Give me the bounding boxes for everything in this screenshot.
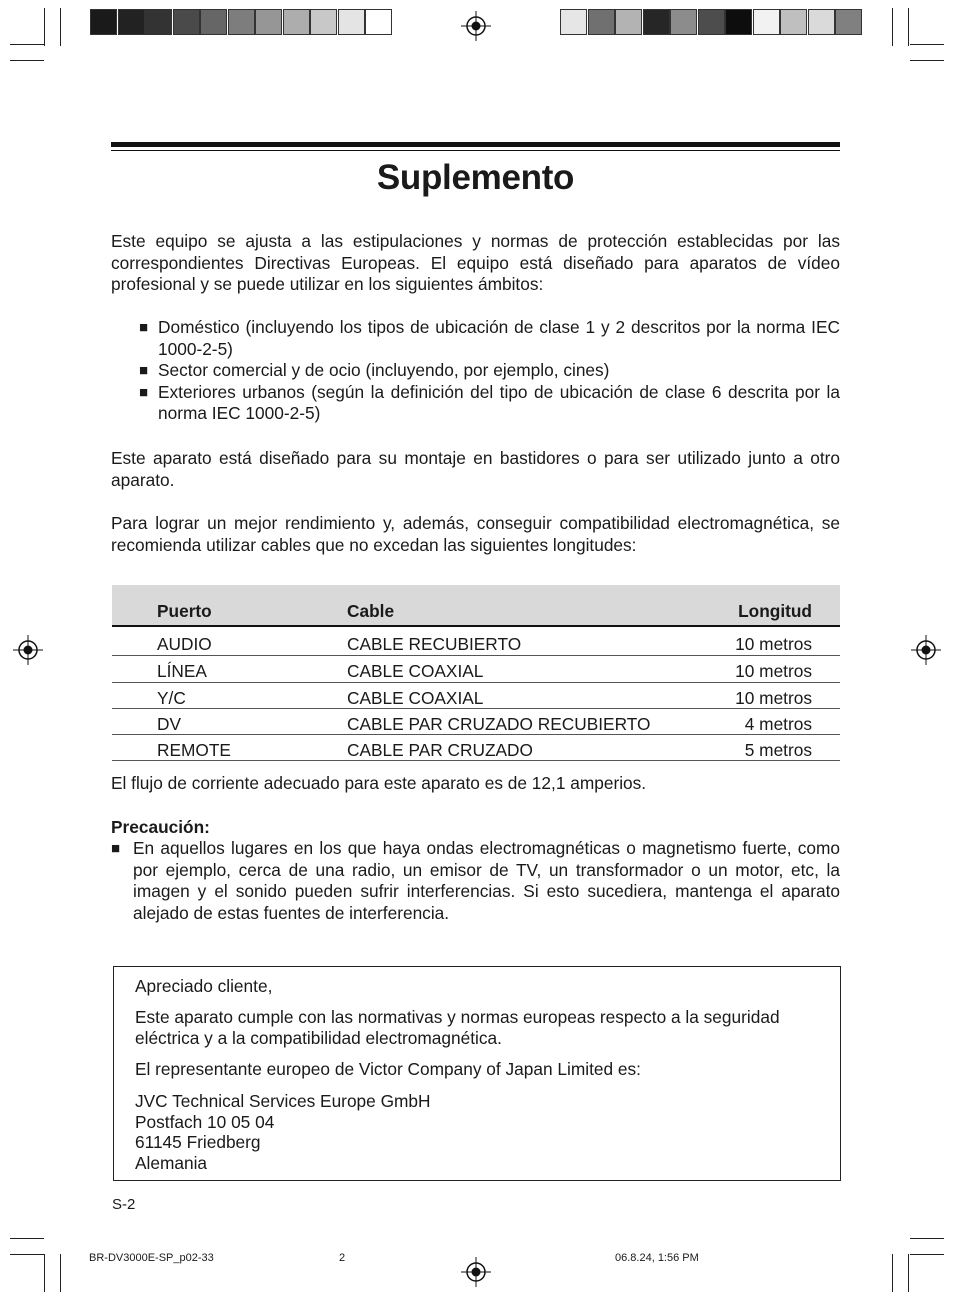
cell-cable: CABLE PAR CRUZADO xyxy=(347,740,533,760)
crop-mark xyxy=(10,44,44,45)
footer-date: 06.8.24, 1:56 PM xyxy=(615,1252,699,1264)
table-header xyxy=(112,585,840,627)
page-title: Suplemento xyxy=(376,158,575,197)
color-swatch xyxy=(255,9,282,35)
crop-mark xyxy=(44,8,45,46)
crop-mark xyxy=(910,1254,944,1255)
mounting-paragraph: Este aparato está diseñado para su montaje en bastidores o para ser utilizado junto a otro aparato. xyxy=(111,448,840,490)
color-swatch xyxy=(725,9,752,35)
color-swatch xyxy=(615,9,642,35)
column-header-port: Puerto xyxy=(157,601,212,621)
table-row xyxy=(112,656,840,683)
table-row xyxy=(112,627,840,656)
caution-title: Precaución: xyxy=(111,817,210,837)
color-swatch xyxy=(90,9,117,35)
bullet-square-icon: ■ xyxy=(139,383,149,401)
address-line: Alemania xyxy=(135,1153,208,1173)
crop-mark xyxy=(60,1254,61,1292)
table-row xyxy=(112,735,840,761)
color-swatch xyxy=(808,9,835,35)
list-item-text: Doméstico (incluyendo los tipos de ubicación de clase 1 y 2 descritos por la norma IEC 1000-2-5) xyxy=(158,317,840,359)
cell-length: 10 metros xyxy=(735,688,812,708)
notice-representative: El representante europeo de Victor Company of Japan Limited es: xyxy=(135,1059,641,1079)
color-swatch xyxy=(780,9,807,35)
color-swatch xyxy=(228,9,255,35)
cell-length: 10 metros xyxy=(735,634,812,654)
registration-mark-icon xyxy=(461,1257,491,1287)
column-header-length: Longitud xyxy=(738,601,812,621)
title-rule-thin xyxy=(111,150,840,151)
cell-cable: CABLE RECUBIERTO xyxy=(347,634,522,654)
color-swatch xyxy=(365,9,392,35)
crop-mark xyxy=(892,8,893,46)
cell-length: 4 metros xyxy=(744,714,812,734)
bullet-square-icon: ■ xyxy=(139,319,149,336)
color-swatch xyxy=(145,9,172,35)
list-item xyxy=(139,360,840,382)
color-swatch xyxy=(588,9,615,35)
color-swatch xyxy=(283,9,310,35)
color-swatch xyxy=(670,9,697,35)
color-swatch xyxy=(753,9,780,35)
crop-mark xyxy=(910,60,944,61)
cell-cable: CABLE COAXIAL xyxy=(347,661,484,681)
footer-file: BR-DV3000E-SP_p02-33 xyxy=(89,1252,214,1264)
cell-port: DV xyxy=(157,714,182,734)
crop-mark xyxy=(910,44,944,45)
bullet-square-icon: ■ xyxy=(111,840,121,857)
cell-length: 10 metros xyxy=(735,661,812,681)
cell-port: Y/C xyxy=(157,688,186,708)
crop-mark xyxy=(44,1254,45,1292)
registration-mark-icon xyxy=(13,635,43,665)
crop-mark xyxy=(10,1238,44,1239)
page-number: S-2 xyxy=(112,1196,136,1213)
color-swatch xyxy=(835,9,862,35)
cell-port: REMOTE xyxy=(157,740,231,760)
list-item xyxy=(139,317,840,360)
color-swatch xyxy=(643,9,670,35)
crop-mark xyxy=(908,8,909,46)
cables-intro-paragraph: Para lograr un mejor rendimiento y, además, conseguir compatibilidad electromagnética, se recomienda utilizar cables que no excedan las siguientes longitudes: xyxy=(111,513,840,555)
caution-item xyxy=(111,838,840,924)
color-swatch xyxy=(310,9,337,35)
cell-length: 5 metros xyxy=(744,740,812,760)
cell-port: LÍNEA xyxy=(157,661,207,681)
crop-mark xyxy=(10,60,44,61)
registration-mark-icon xyxy=(911,635,941,665)
cell-port: AUDIO xyxy=(157,634,212,654)
current-paragraph: El flujo de corriente adecuado para este aparato es de 12,1 amperios. xyxy=(111,773,647,793)
registration-mark-icon xyxy=(461,11,491,41)
address-line: 61145 Friedberg xyxy=(135,1132,261,1152)
color-swatch xyxy=(698,9,725,35)
footer-page: 2 xyxy=(339,1252,346,1264)
cable-table xyxy=(112,585,840,761)
color-swatch xyxy=(200,9,227,35)
list-item-text: Exteriores urbanos (según la definición del tipo de ubicación de clase 6 descrita por la norma IEC 1000-2-5) xyxy=(158,381,840,424)
address-line: JVC Technical Services Europe GmbH xyxy=(135,1091,431,1111)
color-swatch xyxy=(173,9,200,35)
crop-mark xyxy=(10,1254,44,1255)
table-row xyxy=(112,683,840,709)
cell-cable: CABLE COAXIAL xyxy=(347,688,484,708)
color-swatch xyxy=(338,9,365,35)
caution-text: En aquellos lugares en los que haya ondas electromagnéticas o magnetismo fuerte, como por ejemplo, cerca de una radio, un emisor de TV, un transformador o un motor, etc, la imagen y el sonido pueden sufrir interferencias. Si esto sucediera, mantenga el aparato alejado de estas fuentes de interferencia. xyxy=(133,838,840,923)
customer-notice-box xyxy=(113,966,841,1181)
cell-cable: CABLE PAR CRUZADO RECUBIERTO xyxy=(347,714,651,734)
list-item-text: Sector comercial y de ocio (incluyendo, por ejemplo, cines) xyxy=(158,360,610,381)
areas-list xyxy=(139,317,840,425)
notice-greeting: Apreciado cliente, xyxy=(135,976,273,996)
crop-mark xyxy=(908,1254,909,1292)
intro-paragraph: Este equipo se ajusta a las estipulaciones y normas de protección establecidas por las correspondientes Directivas Europeas. El equipo está diseñado para aparatos de vídeo profesional y se puede utilizar en los siguientes ámbitos: xyxy=(111,231,840,295)
column-header-cable: Cable xyxy=(347,601,395,621)
crop-mark xyxy=(910,1238,944,1239)
color-swatch xyxy=(118,9,145,35)
title-rule xyxy=(111,142,840,147)
address-line: Postfach 10 05 04 xyxy=(135,1112,275,1132)
table-row xyxy=(112,709,840,735)
crop-mark xyxy=(892,1254,893,1292)
notice-compliance: Este aparato cumple con las normativas y normas europeas respecto a la seguridad eléctrica y a la compatibilidad electromagnética. xyxy=(135,1007,780,1048)
bullet-square-icon: ■ xyxy=(139,362,149,380)
list-item xyxy=(139,382,840,425)
color-swatch xyxy=(560,9,587,35)
crop-mark xyxy=(60,8,61,46)
